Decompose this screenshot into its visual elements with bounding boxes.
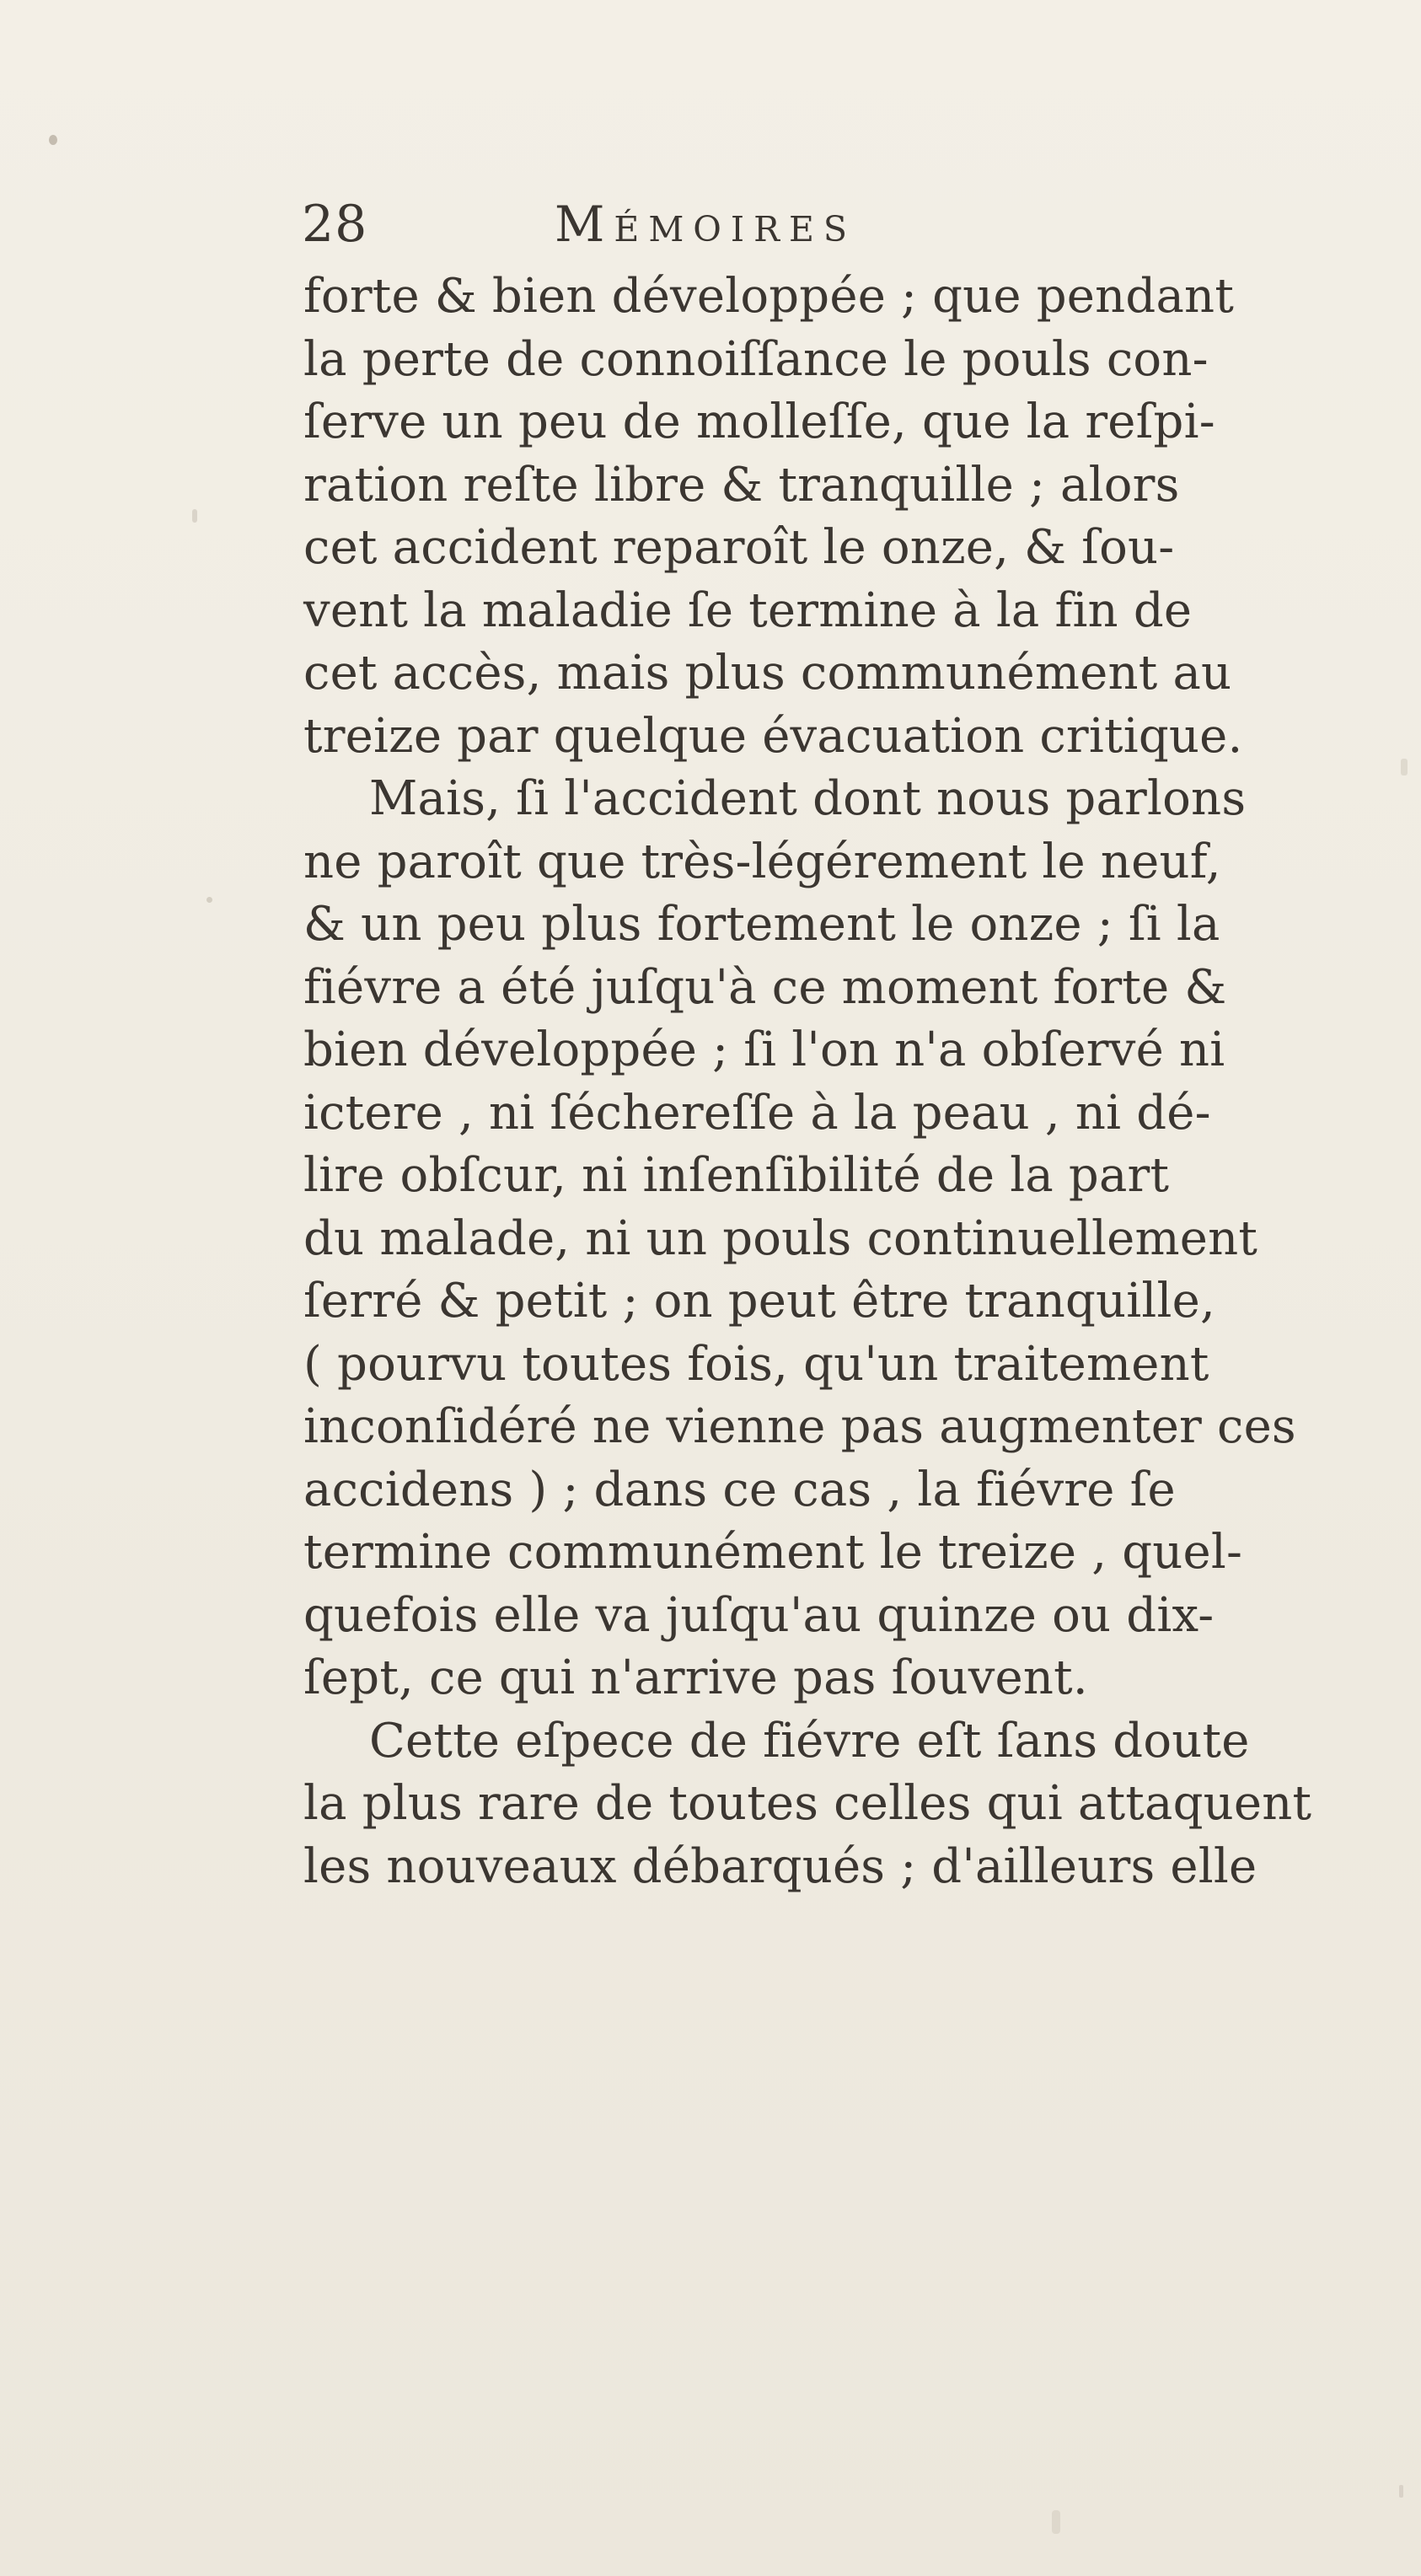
text-line: Mais, ſi l'accident dont nous parlons — [369, 771, 1247, 826]
text-line: cet accident reparoît le onze, & ſou- — [303, 520, 1175, 575]
text-line: les nouveaux débarqués ; d'ailleurs elle — [303, 1838, 1257, 1894]
paper-speck — [49, 135, 57, 145]
text-line: du malade, ni un pouls continuellement — [303, 1210, 1258, 1266]
text-line: inconſidéré ne vienne pas augmenter ces — [303, 1399, 1296, 1454]
text-line: ſerve un peu de molleſſe, que la reſpi- — [303, 394, 1215, 449]
page-number: 28 — [302, 195, 368, 254]
text-line: ſerré & petit ; on peut être tranquille, — [303, 1274, 1215, 1328]
text-line: quefois elle va juſqu'au quinze ou dix- — [303, 1587, 1215, 1643]
text-line: bien développée ; ſi l'on n'a obſervé ni — [303, 1022, 1225, 1077]
running-title: Mémoires — [555, 196, 856, 253]
text-line: treize par quelque évacuation critique. — [303, 708, 1243, 764]
text-line: la plus rare de toutes celles qui attaquent — [303, 1776, 1312, 1831]
text-line: termine communément le treize , quel- — [303, 1525, 1243, 1580]
paper-speck — [1052, 2510, 1060, 2534]
text-line: vent la maladie ſe termine à la fin de — [303, 582, 1193, 638]
body-text — [303, 266, 1374, 1898]
text-line: & un peu plus fortement le onze ; ſi la — [303, 897, 1220, 952]
text-line: cet accès, mais plus communément au — [303, 646, 1232, 700]
text-line: ne paroît que très-légérement le neuf, — [303, 834, 1221, 889]
text-line: lire obſcur, ni inſenſibilité de la part — [303, 1148, 1170, 1203]
paper-speck — [1401, 759, 1408, 775]
text-line: ſept, ce qui n'arrive pas ſouvent. — [303, 1650, 1088, 1705]
text-line: ration reſte libre & tranquille ; alors — [303, 457, 1180, 513]
paper-speck — [192, 509, 197, 523]
text-line: accidens ) ; dans ce cas , la fiévre ſe — [303, 1462, 1176, 1517]
text-line: fiévre a été juſqu'à ce moment forte & — [303, 959, 1227, 1015]
text-line: ictere , ni ſéchereſſe à la peau , ni dé- — [303, 1085, 1211, 1140]
text-line: ( pourvu toutes fois, qu'un traitement — [303, 1336, 1209, 1392]
text-line: Cette eſpece de fiévre eſt ſans doute — [369, 1713, 1250, 1768]
text-line: la perte de connoiſſance le pouls con- — [303, 331, 1209, 387]
text-line: forte & bien développée ; que pendant — [303, 269, 1235, 324]
page-header — [302, 192, 1145, 268]
paper-speck — [1399, 2485, 1403, 2498]
paper-speck — [206, 897, 212, 903]
